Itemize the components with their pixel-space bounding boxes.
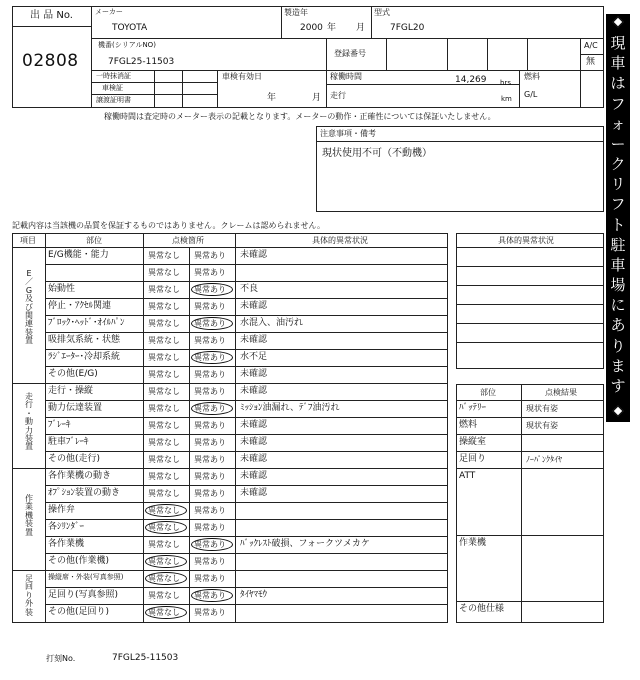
- banner-char: 場: [610, 276, 626, 294]
- row-divider: [12, 468, 448, 469]
- group-label-char: 動: [25, 417, 33, 427]
- group-label-char: E: [26, 269, 32, 278]
- row-part: 吸排気系統・状態: [48, 335, 121, 345]
- group-label-char: 及: [25, 294, 33, 304]
- row-part: 各ｼﾘﾝﾀﾞｰ: [48, 522, 85, 532]
- group-label-char: 作: [25, 494, 33, 503]
- circle-mark: [145, 572, 187, 585]
- group-label-engine: [22, 270, 36, 346]
- ng-option: 異常あり: [194, 370, 226, 379]
- ng-option: 異常あり: [194, 319, 226, 328]
- serial-value: 7FGL25-11503: [108, 57, 175, 67]
- ng-option: 異常あり: [194, 455, 226, 464]
- ok-option: 異常なし: [148, 489, 180, 498]
- divider: [91, 6, 92, 108]
- banner-char: ま: [610, 356, 626, 375]
- row-divider: [45, 485, 448, 486]
- divider: [456, 400, 604, 401]
- travel-label: 走行: [330, 91, 346, 100]
- remarks-box: [316, 126, 604, 212]
- result-part: 燃料: [459, 420, 478, 430]
- disclaimer: 記載内容は当該機の品質を保証するものではありません。クレームは認められません。: [12, 221, 325, 230]
- ok-option: 異常なし: [148, 574, 180, 583]
- fuel-value: G/L: [524, 90, 538, 99]
- result-part: 作業機: [459, 538, 487, 548]
- banner-char: す: [610, 376, 626, 395]
- row-divider: [456, 451, 604, 452]
- circle-mark: [191, 351, 233, 364]
- model-value: 7FGL20: [390, 23, 425, 33]
- ng-option: 異常あり: [194, 540, 226, 549]
- row-divider: [45, 434, 448, 435]
- group-label-char: 業: [25, 502, 33, 512]
- row-divider: [45, 587, 448, 588]
- ok-option: 異常なし: [148, 353, 180, 362]
- km-unit: km: [501, 95, 512, 103]
- row-divider: [45, 298, 448, 299]
- group-label-char: 装: [25, 607, 33, 617]
- ng-option: 異常あり: [194, 523, 226, 532]
- serial-label: 機番(シリアルNO): [98, 41, 156, 49]
- ok-option: 異常なし: [148, 319, 180, 328]
- model-label: 型式: [374, 8, 390, 17]
- banner-char: フ: [610, 94, 626, 113]
- row-divider: [45, 264, 448, 265]
- circle-mark: [191, 402, 233, 415]
- divider: [182, 70, 183, 108]
- group-label-char: 置: [25, 336, 33, 346]
- ok-option: 異常なし: [148, 506, 180, 515]
- row-detail: 未確認: [240, 420, 268, 430]
- location-banner: [606, 14, 630, 422]
- ng-option: 異常あり: [194, 302, 226, 311]
- row-part: 操作弁: [48, 505, 76, 515]
- divider: [326, 84, 519, 85]
- row-divider: [45, 502, 448, 503]
- row-detail: 未確認: [240, 250, 268, 260]
- certificate-2: 車検証: [102, 84, 123, 92]
- group-label-char: 装: [25, 519, 33, 529]
- divider: [447, 38, 448, 70]
- right-detail-header: 具体的異常状況: [498, 236, 554, 245]
- divider: [217, 70, 218, 108]
- ok-option: 異常なし: [148, 251, 180, 260]
- divider: [189, 247, 190, 623]
- banner-char: に: [610, 296, 626, 315]
- ng-option: 異常あり: [194, 608, 226, 617]
- banner-char: ー: [610, 134, 626, 153]
- ng-option: 異常あり: [194, 387, 226, 396]
- result-part: 足回り: [459, 454, 487, 464]
- row-divider: [456, 417, 604, 418]
- group-label-char: ／: [25, 277, 33, 287]
- group-label-char: 置: [25, 442, 33, 452]
- lot-number: 02808: [22, 51, 79, 71]
- registration-label: 登録番号: [334, 49, 366, 58]
- ng-option: 異常あり: [194, 574, 226, 583]
- row-divider: [45, 451, 448, 452]
- circle-mark: [145, 504, 187, 517]
- row-part: 操縦席・外装(写真参照): [48, 573, 124, 581]
- group-label-char: 力: [25, 425, 33, 435]
- row-divider: [456, 434, 604, 435]
- row-detail: 不良: [240, 284, 259, 294]
- divider: [12, 26, 91, 27]
- ng-option: 異常あり: [194, 268, 226, 277]
- remarks-label: 注意事項・備考: [320, 129, 376, 138]
- row-detail: 未確認: [240, 437, 268, 447]
- col-item-header: 項目: [20, 236, 36, 245]
- row-divider: [456, 266, 604, 267]
- diamond-icon: [612, 405, 623, 416]
- ac-value: 無: [586, 57, 596, 67]
- row-part: その他(走行): [48, 454, 101, 464]
- year-value: 2000: [300, 23, 323, 33]
- group-label-work-equipment: [22, 495, 36, 537]
- results-col-part: 部位: [480, 388, 496, 397]
- row-divider: [456, 285, 604, 286]
- group-label-char: 装: [25, 433, 33, 443]
- divider: [519, 70, 520, 108]
- group-label-char: 連: [25, 319, 33, 329]
- banner-char: は: [610, 74, 626, 93]
- ok-option: 異常なし: [148, 387, 180, 396]
- row-part: 走行・操縦: [48, 386, 94, 396]
- row-detail: ﾊﾞｯｸﾚｽﾄ破損、フォークツメカケ: [240, 539, 370, 549]
- group-label-char: 回: [25, 582, 33, 592]
- ng-option: 異常あり: [194, 557, 226, 566]
- result-value: ﾉｰﾊﾟﾝｸﾀｲﾔ: [526, 455, 562, 464]
- hours-notice: 稼働時間は査定時のメーター表示の記載となります。メーターの動作・正確性については保証いたしません。: [104, 112, 496, 121]
- row-detail: 未確認: [240, 335, 268, 345]
- group-label-char: び: [25, 302, 33, 312]
- banner-char: 駐: [610, 235, 626, 254]
- row-detail: 未確認: [240, 471, 268, 481]
- ng-option: 異常あり: [194, 591, 226, 600]
- divider: [12, 247, 448, 248]
- row-divider: [456, 247, 604, 248]
- ok-option: 異常なし: [148, 370, 180, 379]
- group-label-char: 外: [25, 599, 33, 609]
- ok-option: 異常なし: [148, 421, 180, 430]
- row-divider: [12, 383, 448, 384]
- ng-option: 異常あり: [194, 353, 226, 362]
- result-part: その他仕様: [459, 604, 505, 614]
- circle-mark: [191, 283, 233, 296]
- result-part: ATT: [459, 471, 476, 481]
- group-label-char: 行: [25, 400, 33, 410]
- result-value: 現状有姿: [526, 421, 558, 430]
- row-divider: [456, 601, 604, 602]
- group-label-char: 関: [25, 310, 33, 320]
- row-part: その他(E/G): [48, 369, 98, 379]
- row-divider: [456, 342, 604, 343]
- circle-mark: [145, 555, 187, 568]
- divider: [580, 38, 581, 108]
- banner-char: リ: [610, 175, 626, 194]
- ok-option: 異常なし: [148, 455, 180, 464]
- row-part: 各作業機の動き: [48, 471, 112, 481]
- row-part: 駐車ﾌﾞﾚｰｷ: [48, 437, 89, 447]
- group-label-char: 装: [25, 327, 33, 337]
- divider: [326, 70, 327, 108]
- row-part: 動力伝達装置: [48, 403, 103, 413]
- ok-option: 異常なし: [148, 336, 180, 345]
- ng-option: 異常あり: [194, 336, 226, 345]
- col-part-header: 部位: [86, 236, 102, 245]
- row-detail: 未確認: [240, 488, 268, 498]
- row-divider: [45, 400, 448, 401]
- stamp-no-value: 7FGL25-11503: [112, 653, 179, 663]
- ok-option: 異常なし: [148, 268, 180, 277]
- row-part: ｵﾌﾟｼｮﾝ装置の動き: [48, 488, 121, 498]
- ng-option: 異常あり: [194, 489, 226, 498]
- month-unit: 月: [356, 23, 366, 33]
- ok-option: 異常なし: [148, 540, 180, 549]
- group-label-char: ・: [25, 408, 33, 418]
- row-divider: [45, 417, 448, 418]
- divider: [326, 38, 327, 70]
- ok-option: 異常なし: [148, 591, 180, 600]
- row-part: その他(足回り): [48, 607, 110, 617]
- ok-option: 異常なし: [148, 404, 180, 413]
- circle-mark: [191, 317, 233, 330]
- maker-value: TOYOTA: [112, 23, 148, 33]
- banner-char: り: [610, 336, 626, 355]
- circle-mark: [145, 521, 187, 534]
- banner-char: ク: [610, 155, 626, 173]
- row-divider: [45, 553, 448, 554]
- divider: [235, 233, 236, 623]
- row-part: その他(作業機): [48, 556, 110, 566]
- header-frame: [12, 6, 604, 108]
- divider: [281, 6, 282, 38]
- row-divider: [45, 366, 448, 367]
- ac-label: A/C: [584, 41, 598, 50]
- group-label-char: 足: [25, 574, 33, 583]
- row-detail: ﾀｲﾔﾏﾓｳ: [240, 590, 268, 600]
- diamond-icon: [612, 16, 623, 27]
- divider: [580, 54, 604, 55]
- divider: [45, 233, 46, 623]
- group-label-char: 走: [25, 392, 33, 401]
- circle-mark: [191, 589, 233, 602]
- maker-label: メーカー: [95, 8, 123, 16]
- row-divider: [45, 332, 448, 333]
- row-part: E/G機能・能力: [48, 250, 109, 260]
- hours-label: 稼働時間: [330, 72, 362, 81]
- result-part: 操縦室: [459, 437, 487, 447]
- lot-label: 出 品 No.: [30, 10, 73, 21]
- row-part: ﾗｼﾞｴｰﾀｰ･冷却系統: [48, 352, 121, 362]
- row-divider: [45, 281, 448, 282]
- ng-option: 異常あり: [194, 438, 226, 447]
- divider: [527, 38, 528, 70]
- ok-option: 異常なし: [148, 302, 180, 311]
- banner-char: ォ: [610, 114, 626, 133]
- ok-option: 異常なし: [148, 285, 180, 294]
- col-detail-header: 具体的異常状況: [312, 236, 368, 245]
- divider: [316, 141, 604, 142]
- ok-option: 異常なし: [148, 523, 180, 532]
- row-part: ﾌﾞﾚｰｷ: [48, 420, 71, 430]
- certificate-1: 一時抹消証: [96, 72, 131, 80]
- row-detail: 未確認: [240, 454, 268, 464]
- ng-option: 異常あり: [194, 404, 226, 413]
- certificate-3: 譲渡証明書: [96, 96, 131, 104]
- row-divider: [456, 323, 604, 324]
- ng-option: 異常あり: [194, 472, 226, 481]
- banner-char: 現: [610, 34, 626, 52]
- hours-unit: hrs: [500, 79, 511, 87]
- result-value: 現状有姿: [526, 404, 558, 413]
- row-part: 各作業機: [48, 539, 85, 549]
- banner-char: 車: [610, 255, 626, 274]
- inspection-label: 車検有効日: [222, 72, 262, 81]
- group-label-char: 置: [25, 527, 33, 537]
- divider: [521, 384, 522, 623]
- row-divider: [456, 304, 604, 305]
- banner-char: 車: [610, 54, 626, 73]
- divider: [154, 70, 155, 108]
- group-label-char: 機: [25, 510, 33, 520]
- row-detail: 未確認: [240, 301, 268, 311]
- row-divider: [45, 315, 448, 316]
- divider: [143, 233, 144, 623]
- circle-mark: [191, 538, 233, 551]
- row-divider: [45, 536, 448, 537]
- right-detail-box: [456, 233, 604, 369]
- circle-mark: [145, 606, 187, 619]
- row-detail: 未確認: [240, 386, 268, 396]
- row-part: 停止・ｱｸｾﾙ関連: [48, 301, 112, 311]
- col-check-header: 点検箇所: [172, 236, 204, 245]
- ok-option: 異常なし: [148, 472, 180, 481]
- banner-char: あ: [610, 316, 626, 335]
- row-divider: [456, 535, 604, 536]
- results-col-result: 点検結果: [545, 388, 577, 397]
- fuel-label: 燃料: [524, 72, 540, 81]
- row-part: 始動性: [48, 284, 76, 294]
- row-detail: 未確認: [240, 369, 268, 379]
- remarks-text: 現状使用不可（不動機）: [322, 148, 432, 159]
- row-part: ﾌﾞﾛｯｸ･ﾍｯﾄﾞ･ｵｲﾙﾊﾟﾝ: [48, 318, 125, 328]
- inspection-year-unit: 年: [267, 93, 277, 103]
- group-label-char: G: [25, 285, 33, 295]
- year-label: 製造年: [284, 8, 308, 17]
- row-part: 足回り(写真参照): [48, 590, 119, 600]
- row-detail: 水混入、油汚れ: [240, 318, 304, 328]
- divider: [487, 38, 488, 70]
- row-divider: [45, 349, 448, 350]
- row-detail: 水不足: [240, 352, 268, 362]
- inspection-results-box: [456, 384, 604, 623]
- inspection-month-unit: 月: [312, 93, 322, 103]
- row-divider: [456, 468, 604, 469]
- group-label-drivetrain: [22, 393, 36, 452]
- ok-option: 異常なし: [148, 557, 180, 566]
- divider: [371, 6, 372, 38]
- row-divider: [45, 519, 448, 520]
- year-unit: 年: [327, 23, 337, 33]
- divider: [91, 70, 604, 71]
- divider: [386, 38, 387, 70]
- row-detail: ﾐｯｼｮﾝ油漏れ、ﾃﾞﾌ油汚れ: [240, 403, 340, 413]
- ng-option: 異常あり: [194, 421, 226, 430]
- row-divider: [45, 604, 448, 605]
- ng-option: 異常あり: [194, 251, 226, 260]
- row-divider: [12, 570, 448, 571]
- result-part: ﾊﾞｯﾃﾘｰ: [459, 403, 487, 413]
- banner-char: ト: [610, 215, 626, 234]
- ng-option: 異常あり: [194, 506, 226, 515]
- banner-char: フ: [610, 195, 626, 214]
- hours-value: 14,269: [455, 75, 487, 85]
- ok-option: 異常なし: [148, 438, 180, 447]
- ok-option: 異常なし: [148, 608, 180, 617]
- stamp-no-label: 打刻No.: [46, 654, 76, 663]
- group-label-char: り: [25, 590, 33, 600]
- group-label-undercarriage: [22, 575, 36, 617]
- ng-option: 異常あり: [194, 285, 226, 294]
